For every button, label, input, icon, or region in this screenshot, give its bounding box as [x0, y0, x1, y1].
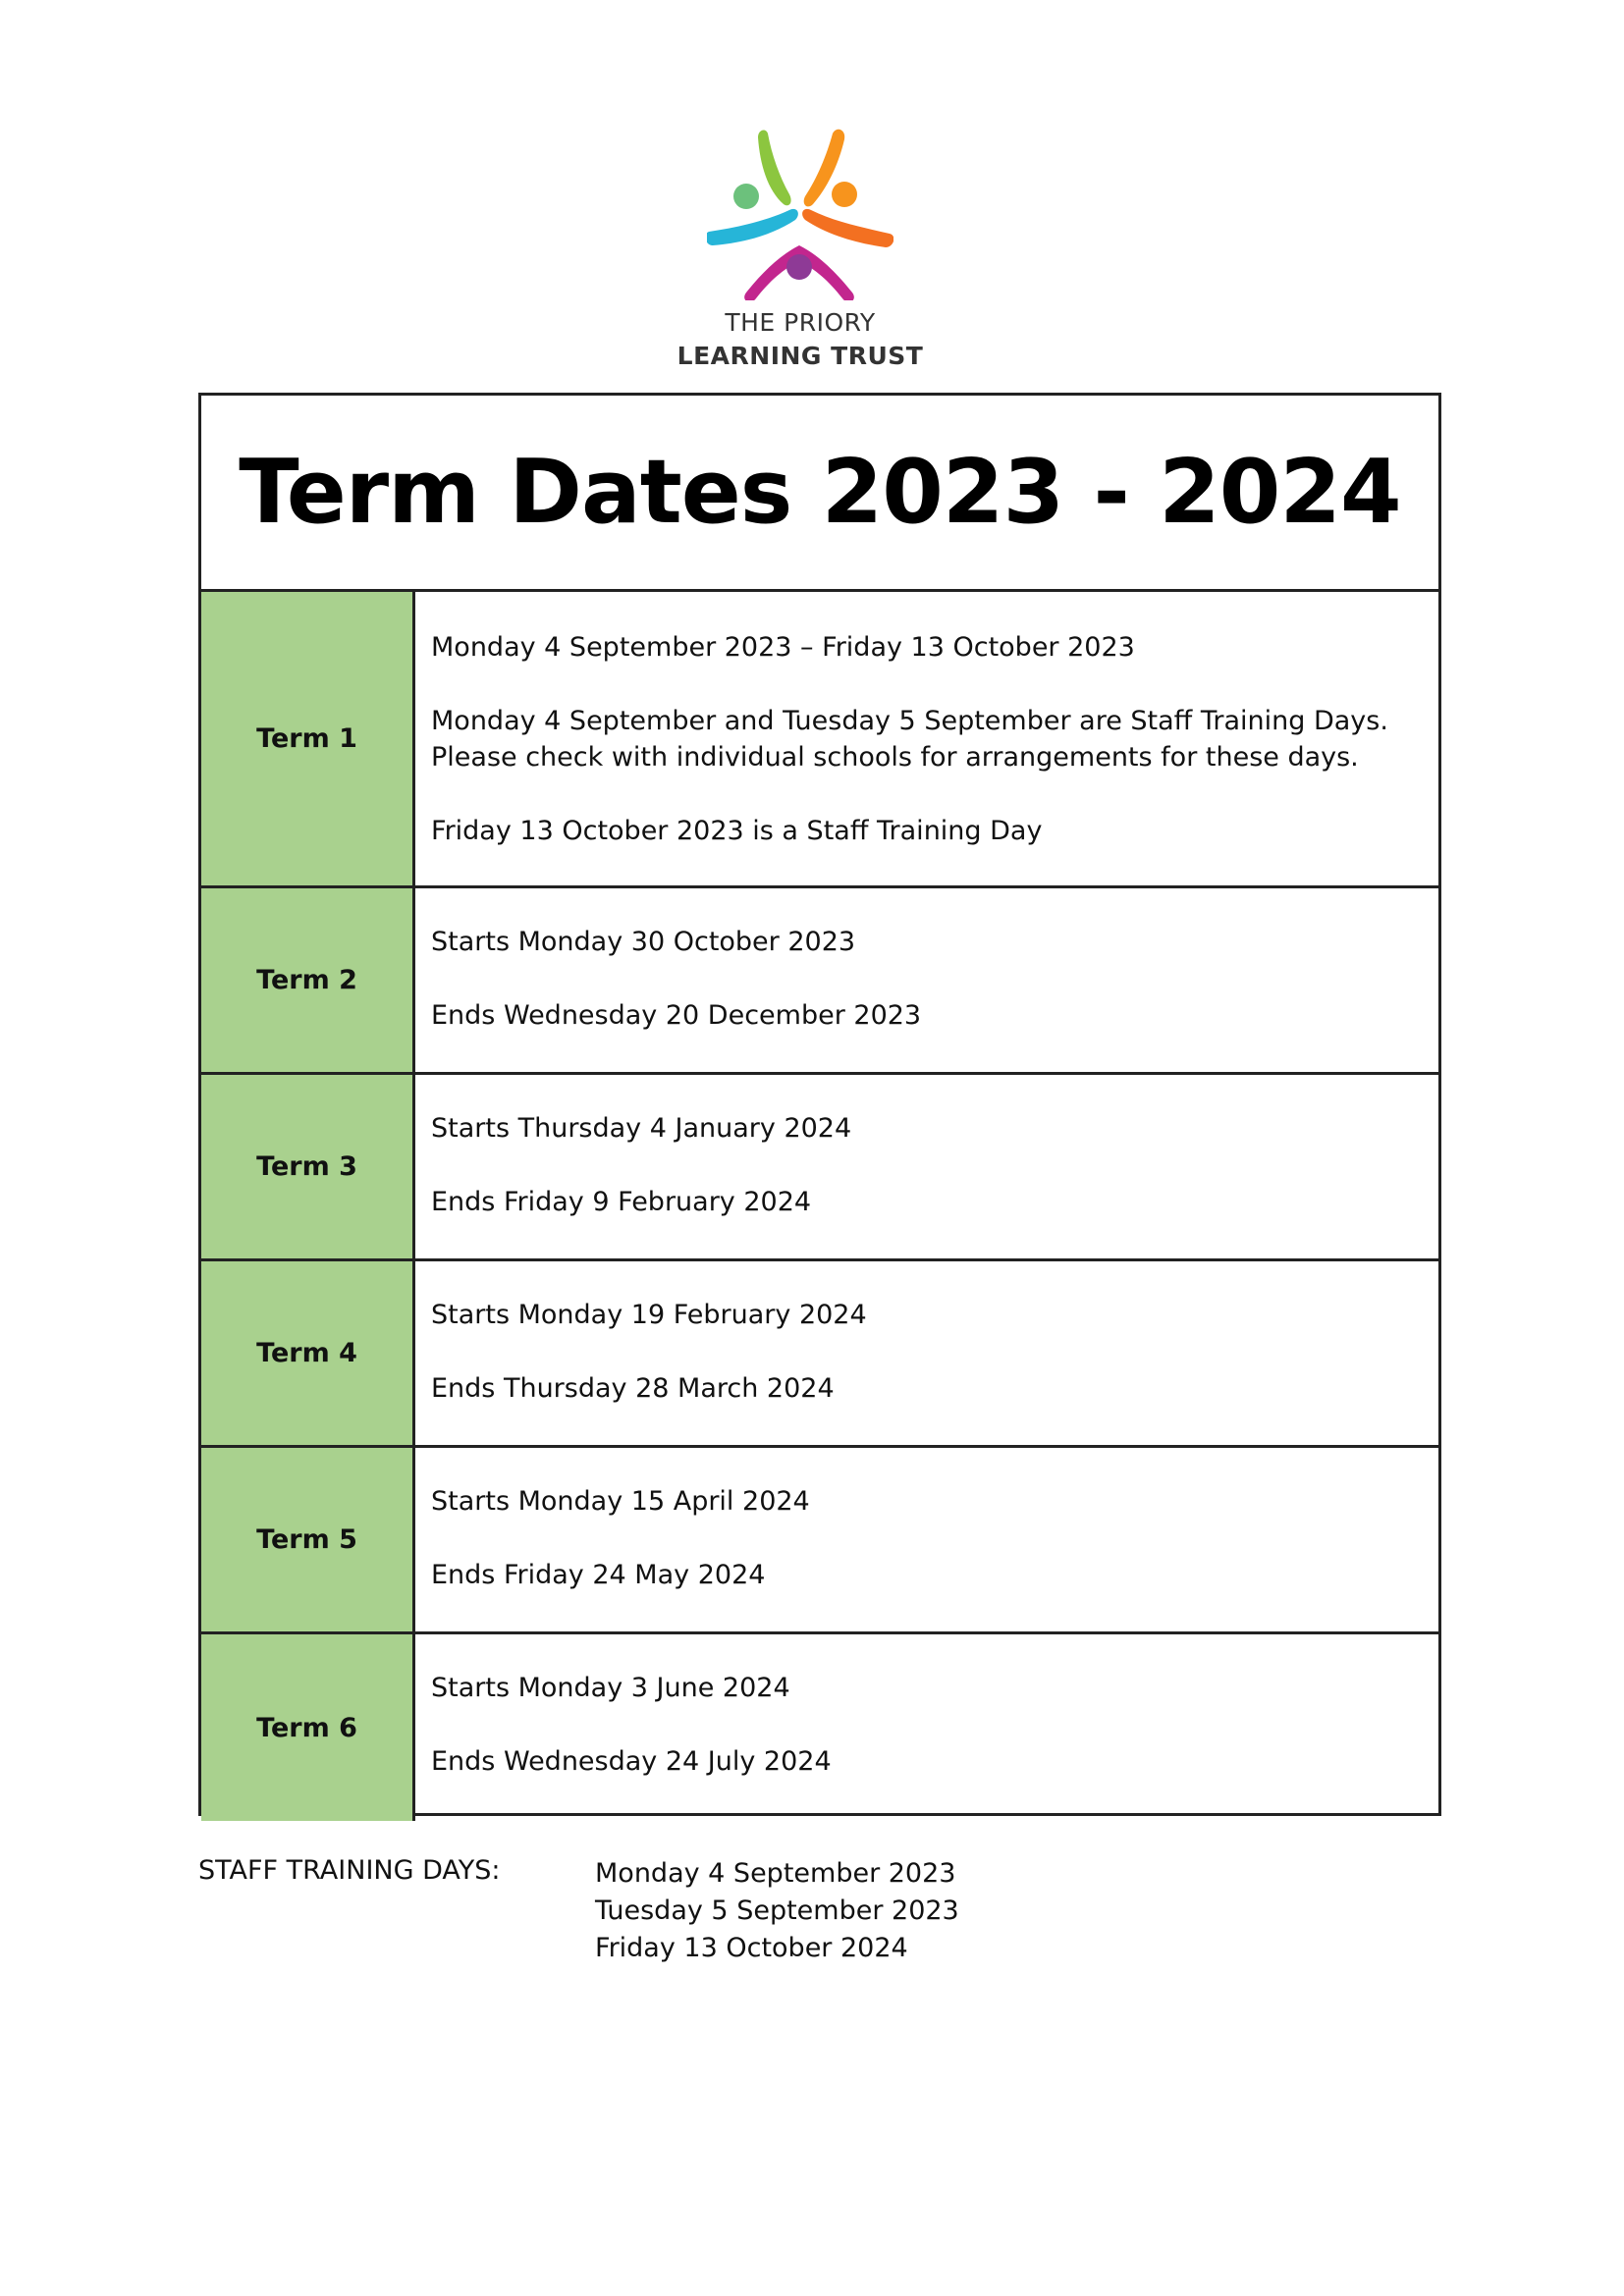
term-details [415, 1261, 1438, 1445]
term-start: Starts Monday 30 October 2023 [431, 927, 856, 957]
staff-training-date: Monday 4 September 2023 [595, 1858, 956, 1889]
term-details [415, 1075, 1438, 1258]
term-details [415, 1448, 1438, 1631]
term-label-cell [201, 888, 415, 1072]
term-row [201, 592, 1438, 888]
term-row [201, 1075, 1438, 1261]
term-start: Starts Monday 15 April 2024 [431, 1486, 810, 1517]
term-row [201, 1634, 1438, 1821]
staff-training-date: Tuesday 5 September 2023 [595, 1896, 959, 1926]
term-label-cell [201, 1448, 415, 1631]
term-row [201, 1448, 1438, 1634]
term-row [201, 888, 1438, 1075]
term-label: Term 5 [256, 1524, 357, 1555]
term-date-range: Monday 4 September 2023 – Friday 13 October 2023 [431, 632, 1135, 663]
term-details [415, 888, 1438, 1072]
term-details [415, 592, 1438, 885]
term-label-cell [201, 1075, 415, 1258]
staff-training-dates [595, 1855, 959, 1967]
term-dates-table [198, 393, 1441, 1816]
term-end: Ends Friday 24 May 2024 [431, 1560, 766, 1590]
term-label: Term 6 [256, 1712, 357, 1743]
term-label: Term 2 [256, 965, 357, 995]
term-end: Ends Thursday 28 March 2024 [431, 1373, 835, 1404]
term-label: Term 1 [256, 723, 357, 754]
term-label-cell [201, 592, 415, 885]
term-end: Ends Friday 9 February 2024 [431, 1187, 812, 1217]
logo-text-line2: LEARNING TRUST [677, 342, 924, 370]
trust-logo [668, 126, 933, 381]
staff-training-heading: STAFF TRAINING DAYS: [198, 1855, 501, 1886]
staff-training-date: Friday 13 October 2024 [595, 1933, 908, 1963]
term-start: Starts Thursday 4 January 2024 [431, 1113, 852, 1144]
term-label-cell [201, 1634, 415, 1821]
term-start: Starts Monday 3 June 2024 [431, 1673, 790, 1703]
page-title: Term Dates 2023 - 2024 [239, 441, 1401, 544]
term-label: Term 3 [256, 1151, 357, 1182]
term-note: Friday 13 October 2023 is a Staff Training Day [431, 816, 1043, 846]
term-note: Monday 4 September and Tuesday 5 September are Staff Training Days. Please check with individual schools for arrangements for these days. [431, 706, 1388, 773]
term-end: Ends Wednesday 24 July 2024 [431, 1746, 832, 1777]
priory-logo-icon [707, 126, 893, 300]
term-label-cell [201, 1261, 415, 1445]
logo-text-line1: THE PRIORY [725, 308, 876, 337]
title-cell [201, 396, 1438, 592]
term-label: Term 4 [256, 1338, 357, 1368]
term-row [201, 1261, 1438, 1448]
term-start: Starts Monday 19 February 2024 [431, 1300, 867, 1330]
term-end: Ends Wednesday 20 December 2023 [431, 1000, 922, 1031]
term-details [415, 1634, 1438, 1821]
